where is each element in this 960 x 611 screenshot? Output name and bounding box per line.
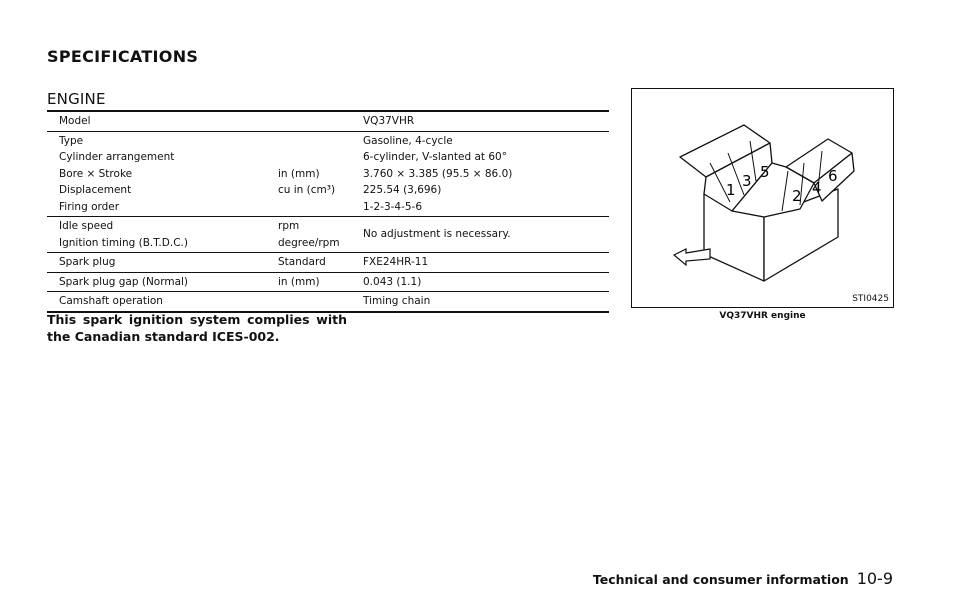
spec-label: Model (59, 115, 91, 127)
spec-label: Firing order (59, 200, 120, 213)
spec-value: Gasoline, 4-cycle (363, 134, 453, 147)
cylinder-number: 1 (726, 181, 736, 199)
spec-label: Spark plug gap (Normal) (59, 275, 189, 288)
front-direction-arrow (674, 249, 710, 265)
spec-value: No adjustment is necessary. (363, 228, 511, 241)
engine-spec-table (47, 110, 609, 313)
spec-value: VQ37VHR (363, 115, 415, 127)
spec-value: 225.54 (3,696) (363, 184, 442, 196)
spec-group-spark-plug (47, 252, 609, 272)
spec-value: FXE24HR-11 (363, 256, 429, 268)
spec-group-camshaft (47, 291, 609, 311)
ices-compliance-note: This spark ignition system complies with the Canadian standard ICES-002. (47, 312, 347, 344)
cylinder-number: 2 (792, 187, 802, 205)
cylinder-number: 5 (760, 163, 770, 181)
spec-unit: in (mm) (278, 167, 320, 180)
footer-section-title: Technical and consumer information (592, 572, 849, 587)
spec-unit: Standard (278, 256, 326, 268)
spec-label: Camshaft operation (59, 295, 163, 307)
cylinder-number: 4 (812, 179, 822, 197)
spec-group-general (47, 131, 609, 217)
figure-caption: VQ37VHR engine (719, 311, 806, 321)
spec-label: Ignition timing (B.T.D.C.) (59, 236, 188, 249)
spec-unit: degree/rpm (278, 236, 340, 249)
cylinder-number: 6 (828, 167, 838, 185)
spec-value: Timing chain (363, 295, 431, 307)
spec-label: Spark plug (59, 256, 116, 268)
spec-unit: in (mm) (278, 275, 320, 288)
spec-unit (278, 113, 363, 130)
spec-label: Displacement (59, 184, 132, 196)
spec-label: Bore × Stroke (59, 167, 133, 180)
page-title: SPECIFICATIONS (47, 47, 199, 66)
spec-unit (278, 293, 363, 310)
spec-value: 6-cylinder, V-slanted at 60° (363, 151, 507, 163)
spec-unit (278, 133, 363, 150)
spec-value: 0.043 (1.1) (363, 275, 422, 288)
spec-unit: cu in (cm³) (278, 184, 336, 196)
spec-group-plug-gap (47, 272, 609, 292)
figure-code: STI0425 (852, 294, 889, 304)
spec-value: 1-2-3-4-5-6 (363, 200, 423, 213)
cylinder-number: 3 (742, 172, 752, 190)
spec-unit (278, 199, 363, 216)
spec-label: Type (59, 134, 84, 147)
spec-label: Idle speed (59, 220, 114, 232)
spec-value: 3.760 × 3.385 (95.5 × 86.0) (363, 167, 513, 180)
section-title: ENGINE (47, 90, 106, 108)
spec-label: Cylinder arrangement (59, 151, 175, 163)
spec-unit: rpm (278, 220, 300, 232)
spec-group-model (47, 112, 609, 131)
spec-unit (278, 149, 363, 166)
engine-diagram-svg (632, 89, 895, 309)
page-number: 10-9 (856, 569, 893, 588)
spec-group-idle (47, 216, 609, 252)
page-footer (593, 569, 893, 588)
engine-illustration (631, 88, 894, 308)
